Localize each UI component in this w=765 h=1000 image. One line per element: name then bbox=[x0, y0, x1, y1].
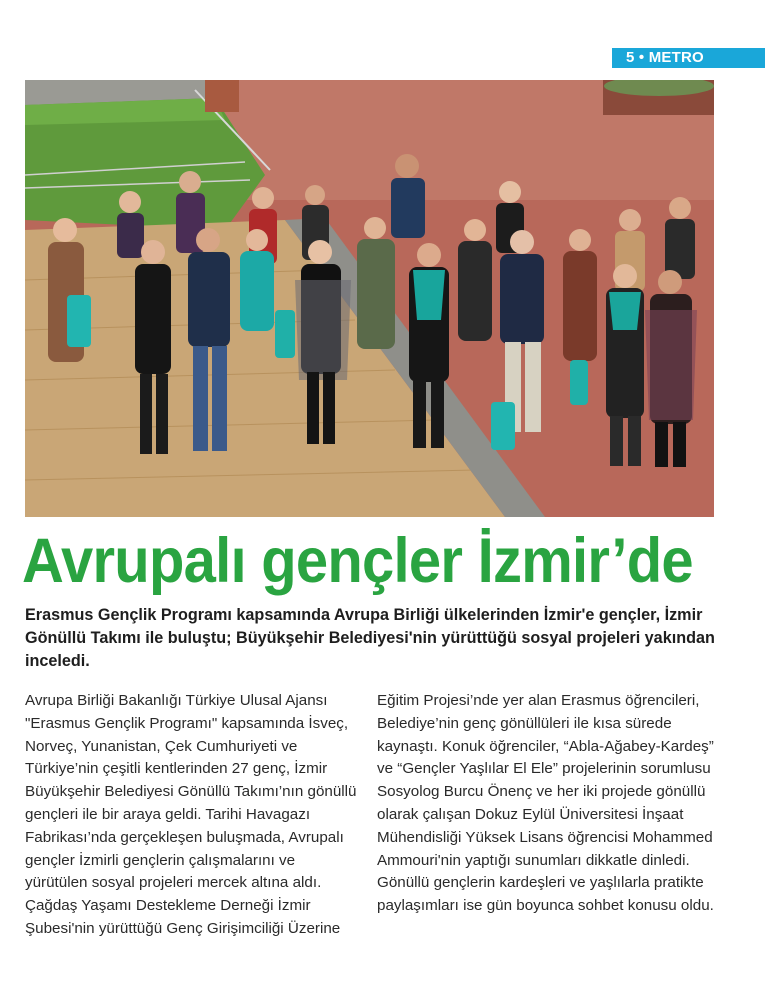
article-lead: Erasmus Gençlik Programı kapsamında Avrupa Birliği ülkelerinden İzmir'e gençler, İzmir Gönüllü Takımı ile buluştu; Büyükşehir Belediyesi'nin yürüttüğü sosyal projeleri yakından inceledi. bbox=[25, 606, 715, 670]
column-1-paragraph-1: Avrupa Birliği Bakanlığı Türkiye Ulusal Ajansı "Erasmus Gençlik Programı" kapsamında İsveç, Norveç, Yunanistan, Çek Cumhuriyeti ve Türkiye’nin çeşitli kentlerinden 27 genç, İzmir Büyükşehir Belediyesi Gönüllü Takımı’nın gönüllü gençleri ile bir araya geldi. Tarihi Havagazı Fabrikası’nda gerçekleşen buluşmada, Avrupalı gençler İzmirli gençlerin çalışmalarını ve yürütülen sosyal projeleri mercek altına aldı. bbox=[25, 692, 357, 892]
column-1-paragraph-2: Çağdaş Yaşamı Destekleme Derneği İzmir Şubesi'nin yürüttüğü Genç Girişimciliği Üzerine bbox=[25, 897, 341, 937]
page-number-tag: 5 • METRO bbox=[612, 48, 765, 68]
article-headline: Avrupalı gençler İzmir’de bbox=[22, 526, 693, 596]
column-2-paragraph-1: Eğitim Projesi’nde yer alan Erasmus öğrencileri, Belediye’nin genç gönüllüleri ile kısa sürede kaynaştı. Konuk öğrenciler, “Abla-Ağabey-Kardeş” ve “Gençler Yaşlılar El Ele” projelerinin sorumlusu Sosyolog Burcu Önenç ve her iki projede gönüllü olarak çalışan Dokuz Eylül Üniversitesi İnşaat Mühendisliği Yüksek Lisans öğrencisi Mohammed Ammouri'nin yaptığı sunumları dikkatle dinledi. Gönüllü gençlerin kardeşleri ve yaşlılarla pratikte paylaşımları ise gün boyunca sohbet konusu oldu. bbox=[377, 692, 714, 915]
group-photo bbox=[25, 80, 714, 517]
article-column-1 bbox=[25, 690, 360, 941]
article-column-2 bbox=[377, 690, 722, 918]
